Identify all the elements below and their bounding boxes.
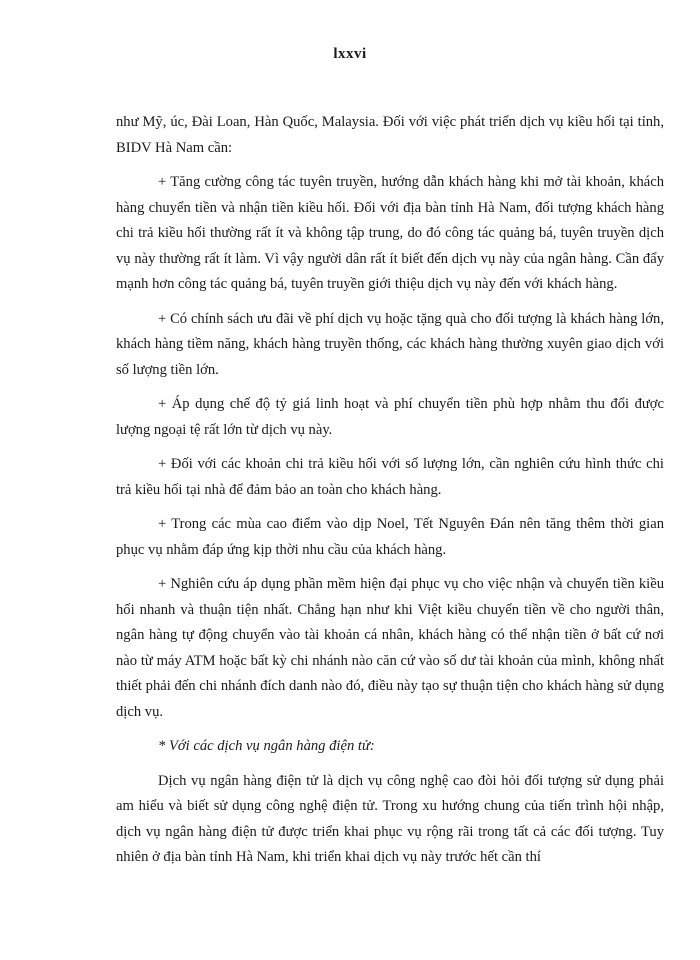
- paragraph-e-banking: Dịch vụ ngân hàng điện tử là dịch vụ công nghệ cao đòi hỏi đối tượng sử dụng phải am hiểu và biết sử dụng công nghệ điện tử. Trong xu hướng chung của tiến trình hội nhập, dịch vụ ngân hàng điện tử được triển khai phục vụ rộng rãi trong tất cả các đối tượng. Tuy nhiên ở địa bàn tỉnh Hà Nam, khi triển khai dịch vụ này trước hết cần thí: [116, 772, 664, 865]
- section-heading: * Với các dịch vụ ngân hàng điện tử:: [158, 738, 375, 754]
- paragraph-promotion: + Tăng cường công tác tuyên truyền, hướng dẫn khách hàng khi mở tài khoản, khách hàng chuyển tiền và nhận tiền kiều hối. Đối với địa bàn tỉnh Hà Nam, đối tượng khách hàng chi trả kiều hối thường rất ít và không tập trung, do đó công tác quảng bá, tuyên truyền dịch vụ này thường rất ít làm. Vì vậy người dân rất ít biết đến dịch vụ này của ngân hàng. Cần đẩy mạnh hơn công tác quảng bá, tuyên truyền giới thiệu dịch vụ này đến với khách hàng.: [116, 174, 664, 292]
- paragraph-home-payment: + Đối với các khoản chi trả kiều hối với số lượng lớn, cần nghiên cứu hình thức chi trả kiều hối tại nhà để đảm bảo an toàn cho khách hàng.: [116, 456, 664, 498]
- paragraph-exchange-rate: + Áp dụng chế độ tỷ giá linh hoạt và phí chuyển tiền phù hợp nhằm thu đổi được lượng ngoại tệ rất lớn từ dịch vụ này.: [116, 396, 664, 438]
- body-text: [116, 110, 664, 871]
- paragraph-fee-policy: + Có chính sách ưu đãi về phí dịch vụ hoặc tặng quà cho đối tượng là khách hàng lớn, khách hàng tiềm năng, khách hàng truyền thống, các khách hàng thường xuyên giao dịch với số lượng tiền lớn.: [116, 310, 664, 378]
- page-number: lxxvi: [333, 46, 367, 62]
- paragraph-peak-season: + Trong các mùa cao điểm vào dịp Noel, Tết Nguyên Đán nên tăng thêm thời gian phục vụ nhằm đáp ứng kịp thời nhu cầu của khách hàng.: [116, 516, 664, 558]
- paragraph-continuation: như Mỹ, úc, Đài Loan, Hàn Quốc, Malaysia. Đối với việc phát triển dịch vụ kiều hối tại tỉnh, BIDV Hà Nam cần:: [116, 114, 664, 156]
- paragraph-software: + Nghiên cứu áp dụng phần mềm hiện đại phục vụ cho việc nhận và chuyển tiền kiều hối nhanh và thuận tiện nhất. Chẳng hạn như khi Việt kiều chuyển tiền về cho người thân, ngân hàng tự động chuyển vào tài khoản cá nhân, khách hàng có thể nhận tiền ở bất cứ nơi nào từ máy ATM hoặc bất kỳ chi nhánh nào căn cứ vào số dư tài khoản của mình, không nhất thiết phải đến chi nhánh đích danh nào đó, điều này tạo sự thuận tiện cho khách hàng sử dụng dịch vụ.: [116, 576, 664, 720]
